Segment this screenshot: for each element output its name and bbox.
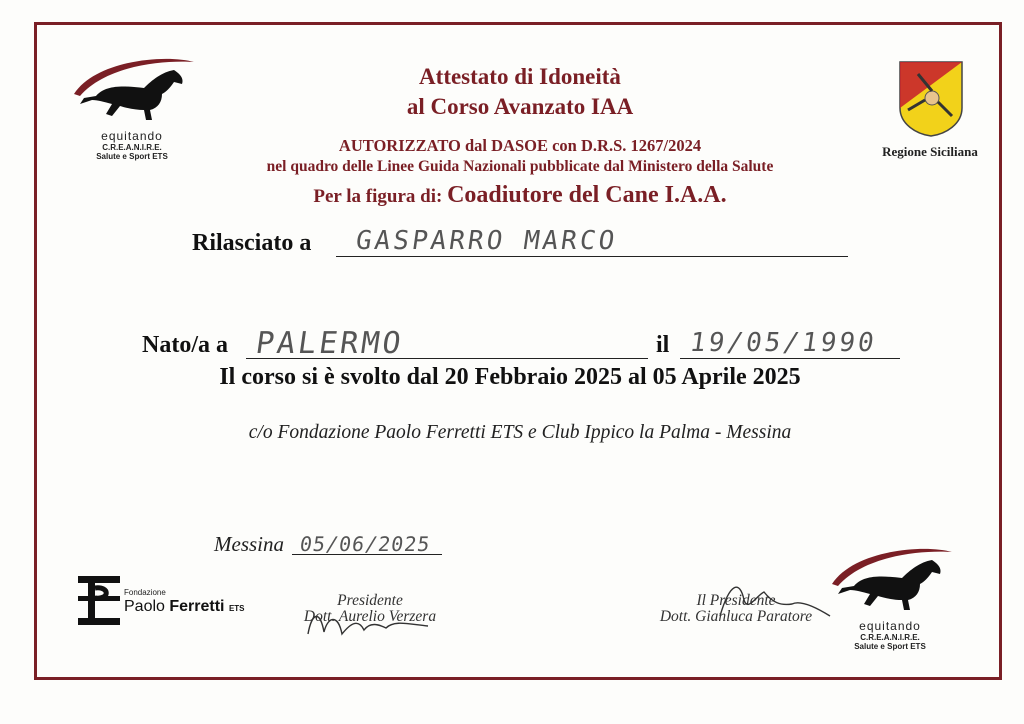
- foundation-name-bold: Ferretti: [169, 598, 225, 615]
- right-signatory-role: Il Presidente: [696, 592, 776, 609]
- place-label: Messina: [214, 532, 284, 556]
- horse-logo-icon: [66, 56, 198, 126]
- course-period: Il corso si è svolto dal 20 Febbraio 2025 al 05 Aprile 2025: [219, 364, 801, 390]
- region-label: Regione Siciliana: [882, 144, 978, 159]
- trinacria-crest-icon: [898, 60, 964, 138]
- birthplace: PALERMO: [253, 326, 406, 361]
- equitando-name: equitando: [101, 129, 163, 143]
- foundation-small: Fondazione: [124, 588, 166, 597]
- guidelines-line: nel quadro delle Linee Guida Nazionali pubblicate dal Ministero della Salute: [266, 158, 774, 175]
- equitando-name: equitando: [859, 619, 921, 633]
- foundation-name-regular: Paolo: [124, 598, 165, 615]
- born-label: Nato/a a: [142, 332, 228, 358]
- figure-role: Coadiutore del Cane I.A.A.: [447, 182, 727, 208]
- birthdate: 19/05/1990: [687, 328, 879, 358]
- equitando-logo-left: [66, 56, 198, 160]
- figure-line: [250, 182, 790, 209]
- right-signatory-name: Dott. Gianluca Paratore: [659, 608, 813, 625]
- equitando-line1: C.R.E.A.N.I.R.E.: [102, 143, 162, 152]
- ferretti-foundation-logo: [76, 574, 276, 630]
- course-venue: c/o Fondazione Paolo Ferretti ETS e Club Ippico la Palma - Messina: [248, 422, 792, 443]
- authorization-line: AUTORIZZATO dal DASOE con D.R.S. 1267/2024: [338, 136, 702, 155]
- birthdate-label: il: [656, 332, 670, 358]
- left-signatory-role: Presidente: [337, 592, 403, 609]
- equitando-line1: C.R.E.A.N.I.R.E.: [860, 633, 920, 642]
- equitando-line2: Salute e Sport ETS: [854, 642, 926, 651]
- equitando-line2: Salute e Sport ETS: [96, 152, 168, 161]
- foundation-suffix: ETS: [228, 604, 245, 613]
- certificate-title: Attestato di Idoneità: [419, 64, 621, 89]
- figure-prefix: Per la figura di:: [313, 186, 443, 207]
- certificate-subtitle: al Corso Avanzato IAA: [406, 94, 634, 119]
- region-crest: [898, 60, 964, 138]
- left-signature-scribble: [298, 604, 448, 640]
- issue-date: 05/06/2025: [298, 532, 433, 556]
- issued-to-label: Rilasciato a: [192, 230, 312, 256]
- left-signatory-name: Dott. Aurelio Verzera: [303, 608, 437, 625]
- horse-logo-icon: [824, 546, 956, 616]
- equitando-logo-right: [824, 546, 956, 650]
- fpf-monogram-icon: [76, 574, 122, 628]
- recipient-name: GASPARRO MARCO: [353, 226, 620, 256]
- foundation-name: [124, 598, 245, 616]
